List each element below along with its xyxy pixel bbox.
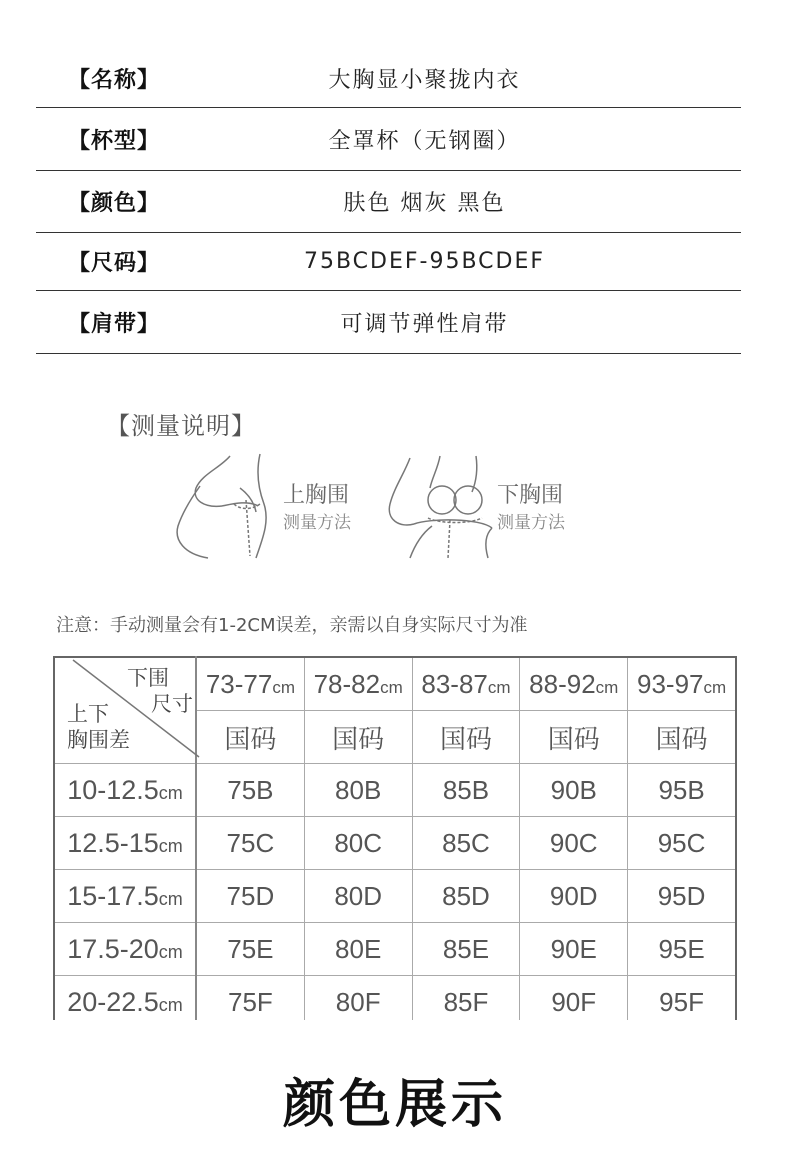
code-header: 国码: [628, 711, 736, 764]
size-cell: 80E: [304, 923, 412, 976]
size-cell: 75E: [196, 923, 304, 976]
size-cell: 95D: [628, 870, 736, 923]
table-corner-header: [54, 657, 196, 764]
product-spec-table: [36, 50, 741, 354]
range-header: 88-92cm: [520, 657, 628, 711]
code-header: 国码: [196, 711, 304, 764]
size-cell: 75B: [196, 764, 304, 817]
corner-label-diff: 胸围差: [67, 728, 130, 752]
size-cell: 95F: [628, 976, 736, 1021]
range-header: 83-87cm: [412, 657, 520, 711]
spec-label: 【尺码】: [68, 251, 161, 276]
table-row: [54, 976, 736, 1021]
under-bust-sublabel: 测量方法: [497, 513, 565, 533]
upper-bust-sublabel: 测量方法: [283, 513, 351, 533]
spec-row-name: [36, 50, 741, 108]
size-cell: 75F: [196, 976, 304, 1021]
size-cell: 80D: [304, 870, 412, 923]
size-cell: 95E: [628, 923, 736, 976]
spec-row-color: [36, 171, 741, 233]
range-header: 93-97cm: [628, 657, 736, 711]
table-row: [54, 817, 736, 870]
spec-label: 【名称】: [68, 68, 161, 93]
size-cell: 85B: [412, 764, 520, 817]
spec-value: 可调节弹性肩带: [340, 311, 509, 337]
spec-row-cup: [36, 108, 741, 171]
spec-label: 【肩带】: [68, 311, 161, 337]
size-cell: 85D: [412, 870, 520, 923]
corner-label-updown: 上下: [67, 702, 109, 726]
size-cell: 80B: [304, 764, 412, 817]
size-cell: 75D: [196, 870, 304, 923]
corner-label-under: 下围: [127, 666, 169, 690]
size-cell: 95C: [628, 817, 736, 870]
size-cell: 85C: [412, 817, 520, 870]
diff-cell: 17.5-20cm: [54, 923, 196, 976]
table-row: [54, 764, 736, 817]
range-header: 73-77cm: [196, 657, 304, 711]
size-cell: 90E: [520, 923, 628, 976]
range-header: 78-82cm: [304, 657, 412, 711]
size-chart-table: [53, 656, 737, 1020]
size-cell: 90C: [520, 817, 628, 870]
spec-value: 全罩杯（无钢圈）: [328, 128, 521, 154]
size-cell: 85E: [412, 923, 520, 976]
size-cell: 85F: [412, 976, 520, 1021]
code-header: 国码: [304, 711, 412, 764]
size-cell: 80C: [304, 817, 412, 870]
table-row: [54, 870, 736, 923]
size-cell: 75C: [196, 817, 304, 870]
size-cell: 90B: [520, 764, 628, 817]
table-row: [54, 923, 736, 976]
size-cell: 95B: [628, 764, 736, 817]
upper-bust-figure: [160, 448, 370, 563]
spec-value: 肤色 烟灰 黑色: [343, 191, 506, 216]
diff-cell: 15-17.5cm: [54, 870, 196, 923]
measurement-note: 注意：手动测量会有1-2CM误差，亲需以自身实际尺寸为准: [56, 615, 528, 636]
upper-bust-label: 上胸围: [283, 483, 350, 508]
under-bust-illustration-icon: [380, 448, 600, 563]
diff-cell: 20-22.5cm: [54, 976, 196, 1021]
code-header: 国码: [520, 711, 628, 764]
under-bust-figure: [380, 448, 600, 563]
diff-cell: 12.5-15cm: [54, 817, 196, 870]
spec-row-strap: [36, 291, 741, 354]
size-cell: 80F: [304, 976, 412, 1021]
spec-label: 【杯型】: [68, 128, 161, 154]
spec-value: 75BCDEF-95BCDEF: [303, 249, 546, 274]
code-header: 国码: [412, 711, 520, 764]
size-cell: 90F: [520, 976, 628, 1021]
spec-value: 大胸显小聚拢内衣: [328, 68, 521, 93]
measure-title: 【测量说明】: [106, 412, 256, 440]
size-cell: 90D: [520, 870, 628, 923]
spec-label: 【颜色】: [68, 191, 161, 216]
spec-row-size: [36, 233, 741, 291]
under-bust-label: 下胸围: [497, 483, 564, 508]
color-section-title: 颜色展示: [282, 1075, 507, 1135]
corner-label-size: 尺寸: [151, 692, 193, 716]
diff-cell: 10-12.5cm: [54, 764, 196, 817]
size-table-wrapper: [53, 656, 737, 1020]
